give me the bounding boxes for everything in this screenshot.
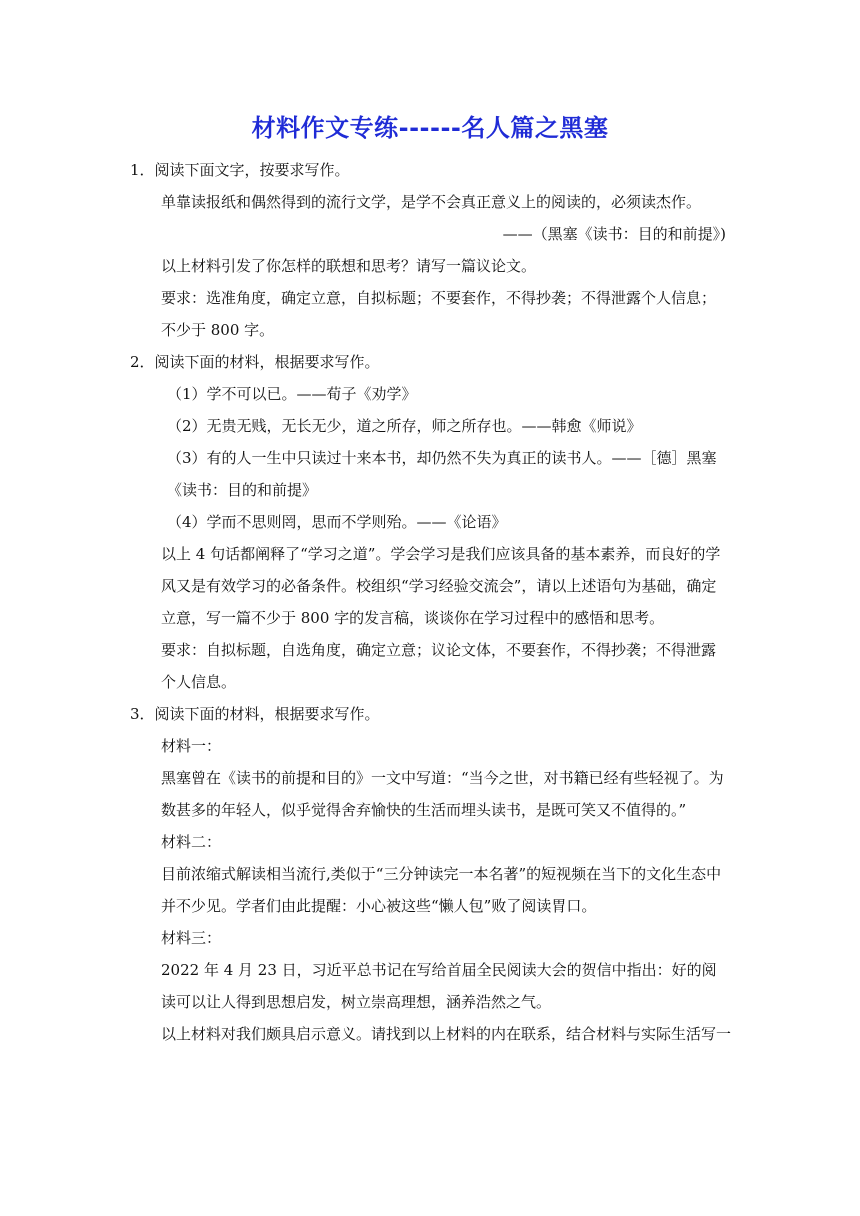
q3-heading: 3．阅读下面的材料，根据要求写作。 (130, 705, 380, 723)
q2-item-1: （1）学不可以已。——荀子《劝学》 (167, 385, 417, 403)
document-body (130, 154, 730, 1050)
q3-material-1-text: 黑塞曾在《读书的前提和目的》一文中写道：“当今之世，对书籍已经有些轻视了。为数甚多的年轻人，似乎觉得舍弃愉快的生活而埋头读书，是既可笑又不值得的。” (161, 769, 724, 819)
q2-requirements: 要求：自拟标题，自选角度，确定立意；议论文体，不要套作，不得抄袭；不得泄露个人信息。 (161, 641, 717, 691)
q2-item-4: （4）学而不思则罔，思而不学则殆。——《论语》 (167, 513, 507, 531)
q2-heading: 2．阅读下面的材料，根据要求写作。 (130, 353, 380, 371)
q1-quote: 单靠读报纸和偶然得到的流行文学，是学不会真正意义上的阅读的，必须读杰作。 (161, 193, 702, 211)
q3-prompt: 以上材料对我们颇具启示意义。请找到以上材料的内在联系，结合材料与实际生活写一 (161, 1025, 732, 1043)
q3-material-3-text: 2022 年 4 月 23 日，习近平总书记在写给首届全民阅读大会的贺信中指出：好的阅读可以让人得到思想启发，树立崇高理想，涵养浩然之气。 (161, 961, 717, 1011)
q3-material-2-text: 目前浓缩式解读相当流行,类似于“三分钟读完一本名著”的短视频在当下的文化生态中并不少见。学者们由此提醒：小心被这些“懒人包”败了阅读胃口。 (161, 865, 722, 915)
q2-item-2: （2）无贵无贱，无长无少，道之所存，师之所存也。——韩愈《师说》 (167, 417, 642, 435)
q3-material-2-label: 材料二： (161, 833, 222, 851)
q1-prompt: 以上材料引发了你怎样的联想和思考？请写一篇议论文。 (161, 257, 537, 275)
q2-item-3: （3）有的人一生中只读过十来本书，却仍然不失为真正的读书人。——［德］黑塞《读书：目的和前提》 (167, 449, 717, 499)
q2-prompt: 以上 4 句话都阐释了“学习之道”。学会学习是我们应该具备的基本素养，而良好的学风又是有效学习的必备条件。校组织“学习经验交流会”，请以上述语句为基础，确定立意，写一篇不少于 800 字的发言稿，谈谈你在学习过程中的感悟和思考。 (161, 545, 721, 627)
page-title: 材料作文专练------名人篇之黑塞 (251, 114, 609, 142)
q1-heading: 1．阅读下面文字，按要求写作。 (130, 161, 350, 179)
q1-requirements: 要求：选准角度，确定立意，自拟标题；不要套作，不得抄袭；不得泄露个人信息；不少于 800 字。 (161, 289, 717, 339)
q3-material-1-label: 材料一： (161, 737, 222, 755)
q1-source: ——（黑塞《读书：目的和前提》) (502, 225, 726, 243)
q3-material-3-label: 材料三： (161, 929, 222, 947)
